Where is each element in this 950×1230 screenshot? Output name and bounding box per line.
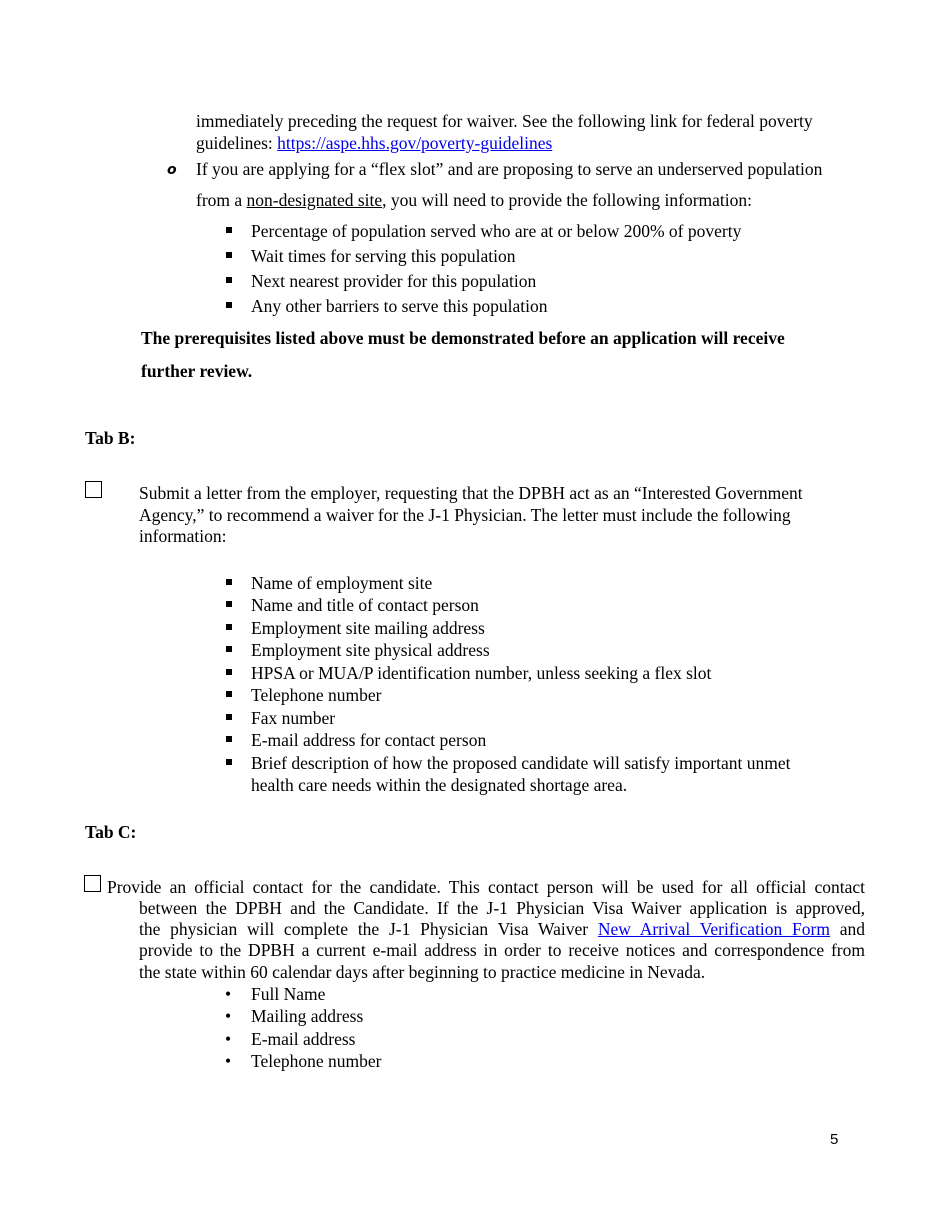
list-item: Brief description of how the proposed candidate will satisfy important unmet xyxy=(251,753,791,773)
square-bullet-icon xyxy=(226,302,232,308)
tab-c-heading: Tab C: xyxy=(85,822,137,842)
flex-line-prefix: from a xyxy=(196,190,247,210)
list-item: Telephone number xyxy=(251,1051,382,1071)
new-arrival-verification-form-link[interactable]: New Arrival Verification Form xyxy=(597,919,830,939)
list-item: Telephone number xyxy=(251,685,382,705)
tab-c-paragraph-line-4: provide to the DPBH a current e-mail address in order to receive notices and correspondence from xyxy=(139,940,865,960)
square-bullet-icon xyxy=(226,691,232,697)
poverty-guidelines-link[interactable]: https://aspe.hhs.gov/poverty-guidelines xyxy=(277,133,553,153)
page-number: 5 xyxy=(830,1131,839,1148)
flex-slot-line-1: If you are applying for a “flex slot” and are proposing to serve an underserved population xyxy=(196,159,823,179)
list-item: Next nearest provider for this population xyxy=(251,271,537,291)
list-item: Any other barriers to serve this population xyxy=(251,296,548,316)
square-bullet-icon xyxy=(226,759,232,765)
flex-slot-line-2 xyxy=(196,190,752,211)
square-bullet-icon xyxy=(226,736,232,742)
tab-b-checkbox[interactable] xyxy=(85,481,102,498)
tab-c-paragraph-line-2: between the DPBH and the Candidate. If the J-1 Physician Visa Waiver application is approved, xyxy=(139,898,865,918)
round-bullet-icon: • xyxy=(225,984,232,1004)
list-item: E-mail address xyxy=(251,1029,356,1049)
square-bullet-icon xyxy=(226,227,232,233)
square-bullet-icon xyxy=(226,277,232,283)
poverty-text-line-1: immediately preceding the request for waiver. See the following link for federal poverty xyxy=(196,111,813,131)
prerequisites-note-line-1: The prerequisites listed above must be demonstrated before an application will receive xyxy=(141,328,785,348)
square-bullet-icon xyxy=(226,579,232,585)
list-item: Mailing address xyxy=(251,1006,364,1026)
tab-c-line3-prefix: the physician will complete the J-1 Physician Visa Waiver xyxy=(139,919,598,939)
tab-c-paragraph-line-3 xyxy=(139,919,865,940)
prerequisites-note-line-2: further review. xyxy=(141,361,253,381)
list-item: Full Name xyxy=(251,984,326,1004)
hollow-circle-bullet-icon: o xyxy=(167,162,177,178)
tab-b-paragraph-line-2: Agency,” to recommend a waiver for the J-1 Physician. The letter must include the following xyxy=(139,505,791,525)
guidelines-label: guidelines: xyxy=(196,133,278,153)
flex-line-suffix: , you will need to provide the following information: xyxy=(382,190,753,210)
round-bullet-icon: • xyxy=(225,1006,232,1026)
tab-c-line3-suffix: and xyxy=(829,919,865,939)
poverty-text-line-2 xyxy=(196,133,552,154)
list-item: Percentage of population served who are at or below 200% of poverty xyxy=(251,221,742,241)
round-bullet-icon: • xyxy=(225,1029,232,1049)
list-item: HPSA or MUA/P identification number, unless seeking a flex slot xyxy=(251,663,712,683)
square-bullet-icon xyxy=(226,252,232,258)
square-bullet-icon xyxy=(226,669,232,675)
round-bullet-icon: • xyxy=(225,1051,232,1071)
list-item: Name and title of contact person xyxy=(251,595,479,615)
square-bullet-icon xyxy=(226,714,232,720)
list-item: Employment site physical address xyxy=(251,640,490,660)
tab-c-checkbox[interactable] xyxy=(84,875,101,892)
list-item: Employment site mailing address xyxy=(251,618,485,638)
list-item: Fax number xyxy=(251,708,336,728)
list-item: Wait times for serving this population xyxy=(251,246,516,266)
tab-b-heading: Tab B: xyxy=(85,428,136,448)
tab-b-paragraph-line-1: Submit a letter from the employer, requesting that the DPBH act as an “Interested Government xyxy=(139,483,803,503)
tab-b-paragraph-line-3: information: xyxy=(139,526,227,546)
list-item: Name of employment site xyxy=(251,573,433,593)
non-designated-site-text: non-designated site xyxy=(246,190,383,210)
list-item: E-mail address for contact person xyxy=(251,730,487,750)
tab-c-paragraph-line-1: Provide an official contact for the candidate. This contact person will be used for all official contact xyxy=(107,877,865,897)
list-item-continuation: health care needs within the designated shortage area. xyxy=(251,775,628,795)
square-bullet-icon xyxy=(226,646,232,652)
square-bullet-icon xyxy=(226,601,232,607)
square-bullet-icon xyxy=(226,624,232,630)
tab-c-paragraph-line-5: the state within 60 calendar days after beginning to practice medicine in Nevada. xyxy=(139,962,706,982)
